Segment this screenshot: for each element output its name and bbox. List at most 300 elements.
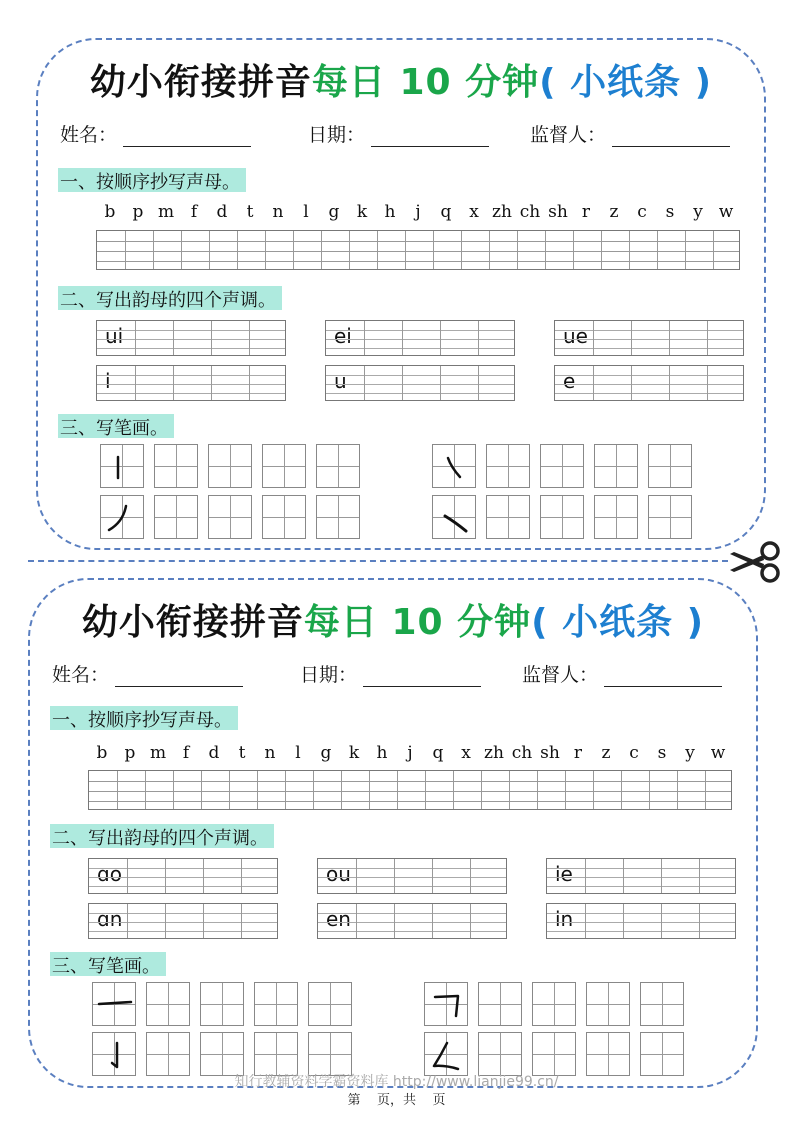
grid-divider	[165, 904, 166, 938]
grid-line	[555, 339, 743, 340]
stroke-practice-cell[interactable]	[308, 982, 352, 1026]
grid-divider	[211, 321, 212, 355]
grid-line	[89, 801, 731, 802]
initial-letter: f	[190, 202, 198, 222]
grid-divider	[545, 231, 546, 269]
vowel-label: u	[334, 369, 347, 393]
grid-line	[97, 348, 285, 349]
title-part1: 幼小衔接拼音	[89, 62, 312, 103]
vowel-box[interactable]	[546, 858, 736, 894]
vowel-box[interactable]	[317, 903, 507, 939]
grid-divider	[402, 366, 403, 400]
cell-guide	[487, 517, 529, 518]
grid-divider	[677, 771, 678, 809]
stroke-practice-cell[interactable]	[532, 1032, 576, 1076]
stroke-example-cell	[92, 982, 136, 1026]
grid-line	[97, 375, 285, 376]
stroke-practice-cell[interactable]	[316, 495, 360, 539]
vowel-label: en	[326, 907, 351, 931]
title-part2: 每日 10 分钟	[311, 62, 540, 103]
initials-letters	[96, 202, 740, 224]
cell-guide	[155, 466, 197, 467]
grid-divider	[685, 231, 686, 269]
grid-divider	[631, 366, 632, 400]
stroke-practice-cell[interactable]	[154, 495, 198, 539]
initial-letter: l	[295, 743, 301, 763]
grid-line	[89, 868, 277, 869]
grid-divider	[478, 321, 479, 355]
cell-guide	[533, 1054, 575, 1055]
section1-heading: 一、按顺序抄写声母。	[50, 706, 238, 730]
date-label: 日期：	[300, 664, 358, 686]
vowel-label: ue	[563, 324, 588, 348]
cell-guide	[201, 1004, 243, 1005]
stroke-example-cell	[432, 495, 476, 539]
grid-divider	[341, 771, 342, 809]
grid-line	[555, 393, 743, 394]
cell-guide	[255, 1054, 297, 1055]
grid-line	[97, 241, 739, 242]
stroke-example-cell	[424, 982, 468, 1026]
supervisor-label: 监督人：	[530, 124, 607, 146]
cell-guide	[595, 466, 637, 467]
grid-line	[97, 393, 285, 394]
cell-guide	[587, 1004, 629, 1005]
worksheet-card-2	[28, 578, 758, 1088]
stroke-practice-cell[interactable]	[594, 495, 638, 539]
stroke-practice-cell[interactable]	[254, 1032, 298, 1076]
grid-line	[326, 384, 514, 385]
section2-heading: 二、写出韵母的四个声调。	[50, 824, 274, 848]
initial-letter: x	[461, 743, 471, 763]
stroke-practice-cell[interactable]	[146, 1032, 190, 1076]
stroke-practice-cell[interactable]	[586, 982, 630, 1026]
stroke-practice-cell[interactable]	[486, 444, 530, 488]
stroke-practice-cell[interactable]	[262, 495, 306, 539]
cell-guide	[479, 1004, 521, 1005]
grid-divider	[489, 231, 490, 269]
stroke-example-cell	[424, 1032, 468, 1076]
name-field[interactable]	[60, 120, 251, 147]
grid-divider	[669, 366, 670, 400]
grid-divider	[321, 231, 322, 269]
grid-divider	[285, 771, 286, 809]
cell-guide	[147, 1054, 189, 1055]
source-watermark: 知行教辅资料学霸资料库 http://www.lianjie99.cn/	[234, 1074, 559, 1090]
grid-line	[326, 348, 514, 349]
initial-letter: zh	[484, 743, 504, 763]
grid-line	[326, 330, 514, 331]
grid-divider	[537, 771, 538, 809]
grid-divider	[397, 771, 398, 809]
initial-letter: q	[440, 202, 452, 222]
grid-divider	[293, 231, 294, 269]
scissors-icon	[726, 540, 782, 584]
name-label: 姓名：	[52, 664, 110, 686]
grid-divider	[593, 321, 594, 355]
grid-divider	[629, 231, 630, 269]
name-line[interactable]	[115, 667, 243, 687]
title-part1: 幼小衔接拼音	[81, 602, 304, 643]
initial-letter: sh	[548, 202, 568, 222]
cell-guide	[309, 1004, 351, 1005]
stroke-practice-cell[interactable]	[594, 444, 638, 488]
initial-letter: m	[157, 202, 175, 222]
initial-letter: c	[629, 743, 639, 763]
initial-letter: t	[238, 743, 246, 763]
cell-guide	[263, 466, 305, 467]
initial-letter: k	[356, 202, 368, 222]
grid-line	[547, 886, 735, 887]
grid-divider	[433, 231, 434, 269]
grid-divider	[623, 904, 624, 938]
stroke-practice-cell[interactable]	[208, 444, 252, 488]
grid-divider	[127, 859, 128, 893]
vowel-label: e	[563, 369, 576, 393]
grid-divider	[661, 904, 662, 938]
stroke-practice-cell[interactable]	[316, 444, 360, 488]
grid-divider	[313, 771, 314, 809]
vowel-label: ɑo	[97, 862, 122, 886]
cell-guide	[317, 466, 359, 467]
grid-line	[555, 375, 743, 376]
initial-letter: r	[573, 743, 583, 763]
grid-divider	[432, 904, 433, 938]
vowel-box[interactable]	[317, 858, 507, 894]
grid-divider	[153, 231, 154, 269]
initial-letter: ch	[511, 743, 533, 763]
grid-divider	[127, 904, 128, 938]
grid-divider	[425, 771, 426, 809]
grid-line	[318, 886, 506, 887]
initial-letter: l	[303, 202, 309, 222]
grid-divider	[705, 771, 706, 809]
vowel-label: in	[555, 907, 574, 931]
initial-letter: j	[415, 202, 421, 222]
initial-letter: k	[348, 743, 360, 763]
initial-letter: t	[246, 202, 254, 222]
cell-guide	[209, 466, 251, 467]
grid-divider	[440, 366, 441, 400]
vowel-box[interactable]	[546, 903, 736, 939]
cell-guide	[263, 517, 305, 518]
supervisor-label: 监督人：	[522, 664, 599, 686]
grid-line	[97, 261, 739, 262]
grid-divider	[621, 771, 622, 809]
initial-letter: w	[710, 743, 726, 763]
date-label: 日期：	[308, 124, 366, 146]
grid-divider	[453, 771, 454, 809]
grid-divider	[249, 366, 250, 400]
grid-divider	[593, 366, 594, 400]
grid-divider	[432, 859, 433, 893]
grid-divider	[173, 771, 174, 809]
date-line[interactable]	[371, 127, 489, 147]
cell-guide	[587, 1054, 629, 1055]
cell-guide	[641, 1004, 683, 1005]
stroke-practice-cell[interactable]	[262, 444, 306, 488]
stroke-practice-cell[interactable]	[200, 1032, 244, 1076]
cell-guide	[255, 1004, 297, 1005]
initial-letter: zh	[492, 202, 512, 222]
grid-divider	[585, 904, 586, 938]
initial-letter: y	[693, 202, 703, 222]
initial-letter: r	[581, 202, 591, 222]
grid-divider	[669, 321, 670, 355]
initial-letter: n	[272, 202, 284, 222]
initial-letter: z	[609, 202, 619, 222]
vowel-label: ie	[555, 862, 573, 886]
grid-line	[326, 339, 514, 340]
grid-divider	[699, 904, 700, 938]
grid-divider	[241, 904, 242, 938]
cell-guide	[541, 517, 583, 518]
grid-divider	[517, 231, 518, 269]
stroke-practice-cell[interactable]	[540, 444, 584, 488]
grid-line	[318, 868, 506, 869]
vowel-box[interactable]	[88, 858, 278, 894]
section2-heading: 二、写出韵母的四个声调。	[58, 286, 282, 310]
worksheet-card-1	[36, 38, 766, 550]
date-field[interactable]	[300, 660, 481, 687]
grid-line	[547, 877, 735, 878]
grid-line	[97, 339, 285, 340]
pie-stroke-icon	[101, 496, 145, 540]
grid-line	[555, 348, 743, 349]
stroke-example-cell	[100, 444, 144, 488]
cell-guide	[595, 517, 637, 518]
grid-line	[326, 375, 514, 376]
cell-guide	[541, 466, 583, 467]
grid-line	[318, 922, 506, 923]
grid-divider	[470, 904, 471, 938]
grid-divider	[593, 771, 594, 809]
grid-divider	[509, 771, 510, 809]
grid-divider	[203, 904, 204, 938]
initials-copy-grid[interactable]	[96, 230, 740, 270]
grid-line	[555, 384, 743, 385]
grid-divider	[573, 231, 574, 269]
cell-guide	[479, 1054, 521, 1055]
initial-letter: b	[96, 743, 108, 763]
grid-divider	[356, 859, 357, 893]
section1-heading: 一、按顺序抄写声母。	[58, 168, 246, 192]
stroke-practice-cell[interactable]	[208, 495, 252, 539]
dian-stroke-icon	[433, 445, 477, 489]
grid-divider	[470, 859, 471, 893]
stroke-practice-cell[interactable]	[640, 982, 684, 1026]
grid-divider	[707, 366, 708, 400]
info-row	[52, 660, 736, 684]
vowel-box[interactable]	[96, 320, 286, 356]
stroke-practice-cell[interactable]	[154, 444, 198, 488]
title-part3: ( 小纸条 )	[531, 602, 705, 643]
cell-guide	[309, 1054, 351, 1055]
grid-divider	[657, 231, 658, 269]
initial-letter: m	[149, 743, 167, 763]
vowel-box[interactable]	[88, 903, 278, 939]
title-part3: ( 小纸条 )	[539, 62, 713, 103]
name-line[interactable]	[123, 127, 251, 147]
stroke-example-cell	[100, 495, 144, 539]
grid-divider	[565, 771, 566, 809]
grid-line	[89, 922, 277, 923]
date-line[interactable]	[363, 667, 481, 687]
vowel-box[interactable]	[554, 320, 744, 356]
shu-stroke-icon	[101, 445, 145, 489]
grid-divider	[173, 321, 174, 355]
grid-divider	[364, 321, 365, 355]
stroke-practice-cell[interactable]	[200, 982, 244, 1026]
grid-divider	[707, 321, 708, 355]
name-field[interactable]	[52, 660, 243, 687]
grid-divider	[356, 904, 357, 938]
date-field[interactable]	[308, 120, 489, 147]
stroke-practice-cell[interactable]	[486, 495, 530, 539]
initial-letter: y	[685, 743, 695, 763]
name-label: 姓名：	[60, 124, 118, 146]
worksheet-title	[38, 54, 764, 105]
initial-letter: n	[264, 743, 276, 763]
stroke-practice-cell[interactable]	[540, 495, 584, 539]
grid-divider	[181, 231, 182, 269]
grid-divider	[713, 231, 714, 269]
supervisor-field[interactable]	[530, 120, 730, 147]
initial-letter: p	[124, 743, 136, 763]
stroke-practice-cell[interactable]	[478, 982, 522, 1026]
grid-line	[89, 886, 277, 887]
stroke-practice-cell[interactable]	[586, 1032, 630, 1076]
vowel-label: ɑn	[97, 907, 123, 931]
cell-guide	[641, 1054, 683, 1055]
grid-line	[547, 868, 735, 869]
heng-stroke-icon	[93, 983, 137, 1027]
stroke-practice-cell[interactable]	[308, 1032, 352, 1076]
stroke-practice-cell[interactable]	[648, 444, 692, 488]
grid-line	[89, 877, 277, 878]
initial-letter: f	[182, 743, 190, 763]
cut-line	[28, 560, 728, 562]
na-stroke-icon	[433, 496, 477, 540]
grid-divider	[257, 771, 258, 809]
vowel-box[interactable]	[325, 320, 515, 356]
grid-divider	[349, 231, 350, 269]
grid-divider	[649, 771, 650, 809]
stroke-example-cell	[432, 444, 476, 488]
stroke-practice-cell[interactable]	[254, 982, 298, 1026]
cell-guide	[147, 1004, 189, 1005]
grid-divider	[241, 859, 242, 893]
grid-divider	[585, 859, 586, 893]
grid-divider	[377, 231, 378, 269]
grid-line	[555, 330, 743, 331]
grid-divider	[394, 904, 395, 938]
grid-divider	[135, 366, 136, 400]
initial-letter: j	[407, 743, 413, 763]
stroke-practice-cell[interactable]	[478, 1032, 522, 1076]
initial-letter: ch	[519, 202, 541, 222]
grid-divider	[165, 859, 166, 893]
cell-guide	[155, 517, 197, 518]
grid-line	[326, 393, 514, 394]
grid-line	[318, 913, 506, 914]
grid-divider	[135, 321, 136, 355]
initial-letter: g	[320, 743, 332, 763]
grid-divider	[201, 771, 202, 809]
initial-letter: z	[601, 743, 611, 763]
supervisor-field[interactable]	[522, 660, 722, 687]
cell-guide	[533, 1004, 575, 1005]
hengzhe-stroke-icon	[425, 983, 469, 1027]
stroke-practice-cell[interactable]	[640, 1032, 684, 1076]
grid-divider	[631, 321, 632, 355]
initial-letter: d	[216, 202, 228, 222]
grid-divider	[478, 366, 479, 400]
initial-letter: q	[432, 743, 444, 763]
initial-letter: x	[469, 202, 479, 222]
stroke-example-cell	[92, 1032, 136, 1076]
vowel-box[interactable]	[96, 365, 286, 401]
stroke-practice-cell[interactable]	[532, 982, 576, 1026]
section3-heading: 三、写笔画。	[50, 952, 166, 976]
grid-line	[547, 913, 735, 914]
grid-divider	[394, 859, 395, 893]
initial-letter: b	[104, 202, 116, 222]
vowel-box[interactable]	[325, 365, 515, 401]
grid-divider	[211, 366, 212, 400]
stroke-practice-cell[interactable]	[146, 982, 190, 1026]
vowel-box[interactable]	[554, 365, 744, 401]
worksheet-title	[30, 594, 756, 645]
stroke-practice-cell[interactable]	[648, 495, 692, 539]
grid-divider	[405, 231, 406, 269]
grid-divider	[699, 859, 700, 893]
grid-divider	[481, 771, 482, 809]
grid-line	[89, 931, 277, 932]
grid-line	[89, 781, 731, 782]
grid-divider	[117, 771, 118, 809]
grid-divider	[440, 321, 441, 355]
initial-letter: c	[637, 202, 647, 222]
supervisor-line[interactable]	[604, 667, 722, 687]
grid-divider	[209, 231, 210, 269]
vowel-label: ei	[334, 324, 352, 348]
grid-divider	[229, 771, 230, 809]
grid-line	[547, 931, 735, 932]
grid-line	[97, 251, 739, 252]
initial-letter: g	[328, 202, 340, 222]
section3-heading: 三、写笔画。	[58, 414, 174, 438]
initial-letter: h	[384, 202, 396, 222]
grid-divider	[623, 859, 624, 893]
page-number: 第 页，共 页	[347, 1093, 446, 1108]
supervisor-line[interactable]	[612, 127, 730, 147]
initials-copy-grid[interactable]	[88, 770, 732, 810]
cell-guide	[317, 517, 359, 518]
vowel-label: ou	[326, 862, 351, 886]
grid-divider	[364, 366, 365, 400]
initial-letter: s	[657, 743, 667, 763]
grid-line	[318, 877, 506, 878]
initial-letter: d	[208, 743, 220, 763]
cell-guide	[201, 1054, 243, 1055]
grid-divider	[249, 321, 250, 355]
grid-divider	[265, 231, 266, 269]
grid-line	[89, 791, 731, 792]
cell-guide	[649, 466, 691, 467]
grid-line	[97, 384, 285, 385]
initial-letter: sh	[540, 743, 560, 763]
